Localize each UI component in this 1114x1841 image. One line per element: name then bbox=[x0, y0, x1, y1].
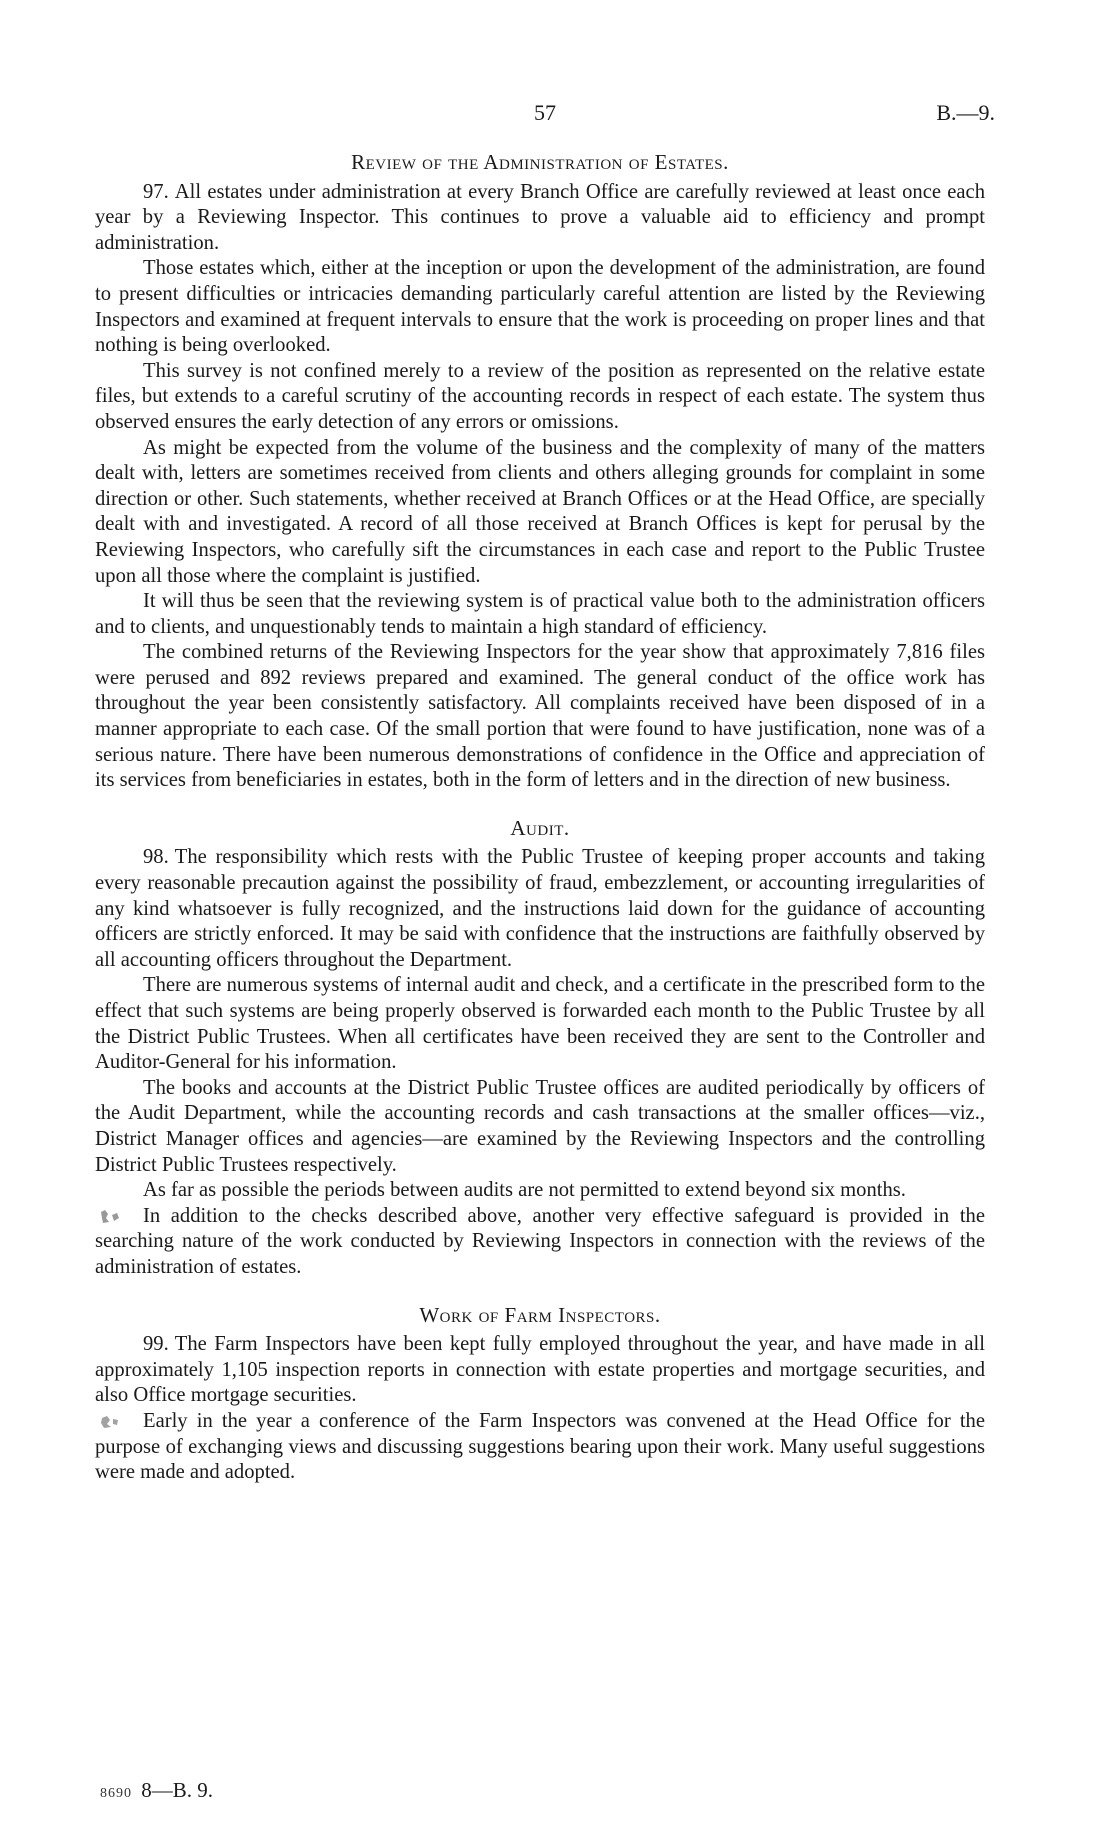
ink-blot-icon bbox=[99, 1209, 121, 1225]
paragraph-text: The responsibility which rests with the Public Trustee of keeping proper accounts and taking every reasonable precaution against the possibility of fraud, embezzlement, or accounting irregularities of any kind whatsoever is fully recognized, and the instructions laid down for the guidance of accounting officers are strictly enforced. It may be said with confidence that the instructions are faithfully observed by all accounting officers throughout the Department. bbox=[95, 846, 985, 971]
paragraph-99 bbox=[95, 1332, 985, 1409]
paragraph-text: All estates under administration at every Branch Office are carefully reviewed at least once each year by a Reviewing Inspector. This continues to prove a valuable aid to efficiency and prompt administration. bbox=[95, 180, 985, 254]
paragraph bbox=[95, 1204, 985, 1281]
paragraph bbox=[95, 256, 985, 358]
paragraph-number: 99. bbox=[143, 1333, 169, 1356]
document-reference: B.—9. bbox=[936, 100, 995, 125]
page-number: 57 bbox=[534, 100, 556, 125]
paragraph bbox=[95, 359, 985, 436]
paragraph-text: Those estates which, either at the inception or upon the development of the administration, are found to present difficulties or intricacies demanding particularly careful attention are listed by the Reviewing Inspectors and examined at frequent intervals to ensure that the work is proceeding on proper lines and that nothing is being overlooked. bbox=[95, 257, 985, 357]
paragraph bbox=[95, 436, 985, 590]
paragraph-98 bbox=[95, 845, 985, 973]
paragraph-text: There are numerous systems of internal audit and check, and a certificate in the prescribed form to the effect that such systems are being properly observed is forwarded each month to the Public Trustee by all the District Public Trustees. When all certificates have been received they are sent to the Controller and Auditor-General for his information. bbox=[95, 974, 985, 1074]
paragraph-text: Early in the year a conference of the Farm Inspectors was convened at the Head Office for the purpose of exchanging views and discussing suggestions bearing upon their work. Many useful suggestions were made and adopted. bbox=[95, 1409, 985, 1484]
paragraph-text: The combined returns of the Reviewing Inspectors for the year show that approximately 7,816 files were perused and 892 reviews prepared and examined. The general conduct of the office work has throughout the year been consistently satisfactory. All complaints received have been disposed of in a manner appropriate to each case. Of the small portion that were found to have justification, none was of a serious nature. There have been numerous demonstrations of confidence in the Office and appreciation of its services from beneficiaries in estates, both in the form of letters and in the direction of new business. bbox=[95, 641, 985, 792]
paragraph bbox=[95, 1076, 985, 1178]
paragraph-number: 97. bbox=[143, 180, 169, 203]
paragraph bbox=[95, 973, 985, 1075]
paragraph-text: This survey is not confined merely to a review of the position as represented on the relative estate files, but extends to a careful scrutiny of the accounting records in respect of each estate. The system thus observed ensures the early detection of any errors or omissions. bbox=[95, 359, 985, 433]
section-title-review: Review of the Administration of Estates. bbox=[351, 150, 729, 174]
paragraph-97 bbox=[95, 180, 985, 257]
paragraph bbox=[95, 640, 985, 794]
paragraph-text: The Farm Inspectors have been kept fully employed throughout the year, and have made in all approximately 1,105 inspection reports in connection with estate properties and mortgage securities, and also Office mortgage securities. bbox=[95, 1333, 985, 1407]
paragraph-text: As might be expected from the volume of the business and the complexity of many of the matters dealt with, letters are sometimes received from clients and others alleging grounds for complaint in some direction or other. Such statements, whether received at Branch Offices or at the Head Office, are specially dealt with and investigated. A record of all those received at Branch Offices is kept for perusal by the Reviewing Inspectors, who carefully sift the circumstances in each case and report to the Public Trustee upon all those where the complaint is justified. bbox=[95, 436, 985, 587]
paragraph-text: As far as possible the periods between audits are not permitted to extend beyond six months. bbox=[143, 1179, 906, 1202]
paragraph-text: It will thus be seen that the reviewing system is of practical value both to the administration officers and to clients, and unquestionably tends to maintain a high standard of efficiency. bbox=[95, 590, 985, 638]
paragraph-number: 98. bbox=[143, 846, 169, 869]
section-title-audit: Audit. bbox=[510, 815, 570, 840]
paragraph-text: In addition to the checks described above, another very effective safeguard is provided in the searching nature of the work conducted by Reviewing Inspectors in connection with the reviews of the administration of estates. bbox=[95, 1204, 985, 1278]
paragraph bbox=[95, 1178, 985, 1204]
document-body bbox=[95, 150, 985, 1486]
print-code: 8690 bbox=[100, 1786, 132, 1801]
page-header bbox=[95, 100, 995, 130]
paragraph bbox=[95, 589, 985, 640]
paragraph-text: The books and accounts at the District Public Trustee offices are audited periodically by officers of the Audit Department, while the accounting records and cash transactions at the smaller offices—viz., District Manager offices and agencies—are examined by the Reviewing Inspectors and the controlling District Public Trustees respectively. bbox=[95, 1076, 985, 1176]
footer-signature: 8—B. 9. bbox=[141, 1778, 214, 1802]
paragraph bbox=[95, 1409, 985, 1486]
section-title-farm-inspectors: Work of Farm Inspectors. bbox=[419, 1302, 661, 1327]
ink-blot-icon bbox=[99, 1414, 121, 1430]
page-footer bbox=[100, 1778, 213, 1803]
